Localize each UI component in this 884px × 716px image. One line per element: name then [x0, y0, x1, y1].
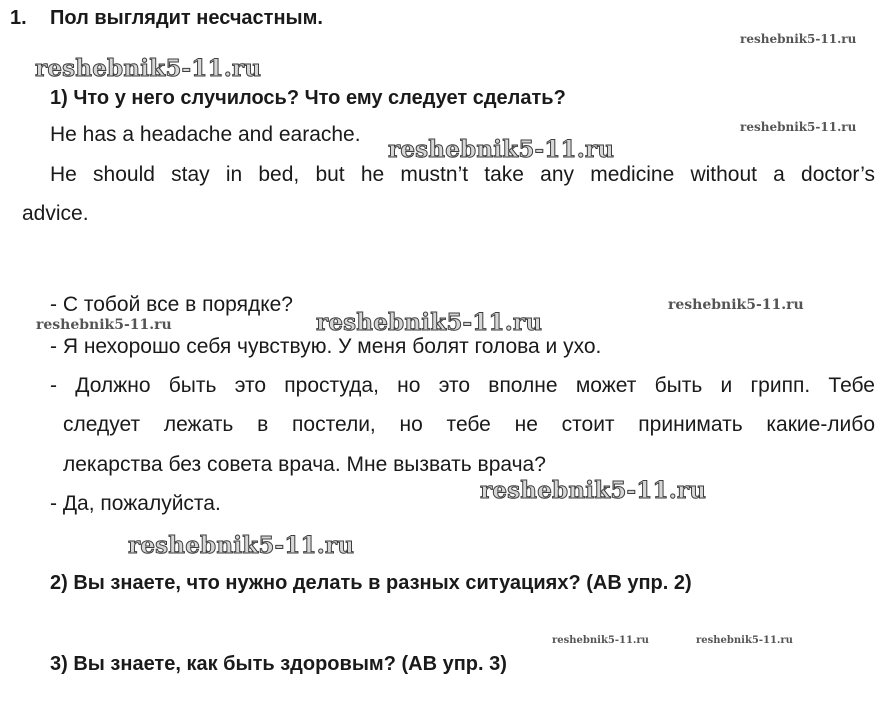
answer-line-3: advice.	[22, 202, 89, 225]
watermark: reshebnik5-11.ru	[740, 32, 857, 46]
watermark: reshebnik5-11.ru	[128, 532, 355, 559]
dialogue-line-2: - Я нехорошо себя чувствую. У меня болят голова и ухо.	[50, 335, 602, 358]
question-2: 2) Вы знаете, что нужно делать в разных ситуациях? (AB упр. 2)	[50, 572, 692, 594]
task-title: Пол выглядит несчастным.	[50, 7, 323, 29]
watermark: reshebnik5-11.ru	[480, 477, 707, 504]
dialogue-line-3: - Должно быть это простуда, но это вполне может быть и грипп. Тебе	[50, 374, 875, 397]
watermark: reshebnik5-11.ru	[316, 309, 543, 336]
dialogue-line-6: - Да, пожалуйста.	[50, 492, 221, 515]
dialogue-line-1: - С тобой все в порядке?	[50, 293, 293, 316]
question-3: 3) Вы знаете, как быть здоровым? (AB упр. 3)	[50, 653, 507, 675]
dialogue-line-5: лекарства без совета врача. Мне вызвать врача?	[63, 453, 546, 476]
question-1: 1) Что у него случилось? Что ему следует сделать?	[50, 87, 566, 109]
watermark: reshebnik5-11.ru	[36, 317, 172, 333]
answer-line-2: He should stay in bed, but he mustn’t take any medicine without a doctor’s	[50, 163, 875, 186]
watermark: reshebnik5-11.ru	[696, 635, 793, 646]
answer-line-1: He has a headache and earache.	[50, 123, 361, 146]
task-number: 1.	[10, 7, 27, 29]
watermark: reshebnik5-11.ru	[552, 635, 649, 646]
watermark: reshebnik5-11.ru	[388, 136, 615, 163]
watermark: reshebnik5-11.ru	[668, 297, 804, 313]
watermark: reshebnik5-11.ru	[740, 120, 857, 134]
dialogue-line-4: следует лежать в постели, но тебе не стоит принимать какие-либо	[63, 413, 875, 436]
watermark: reshebnik5-11.ru	[35, 55, 262, 82]
